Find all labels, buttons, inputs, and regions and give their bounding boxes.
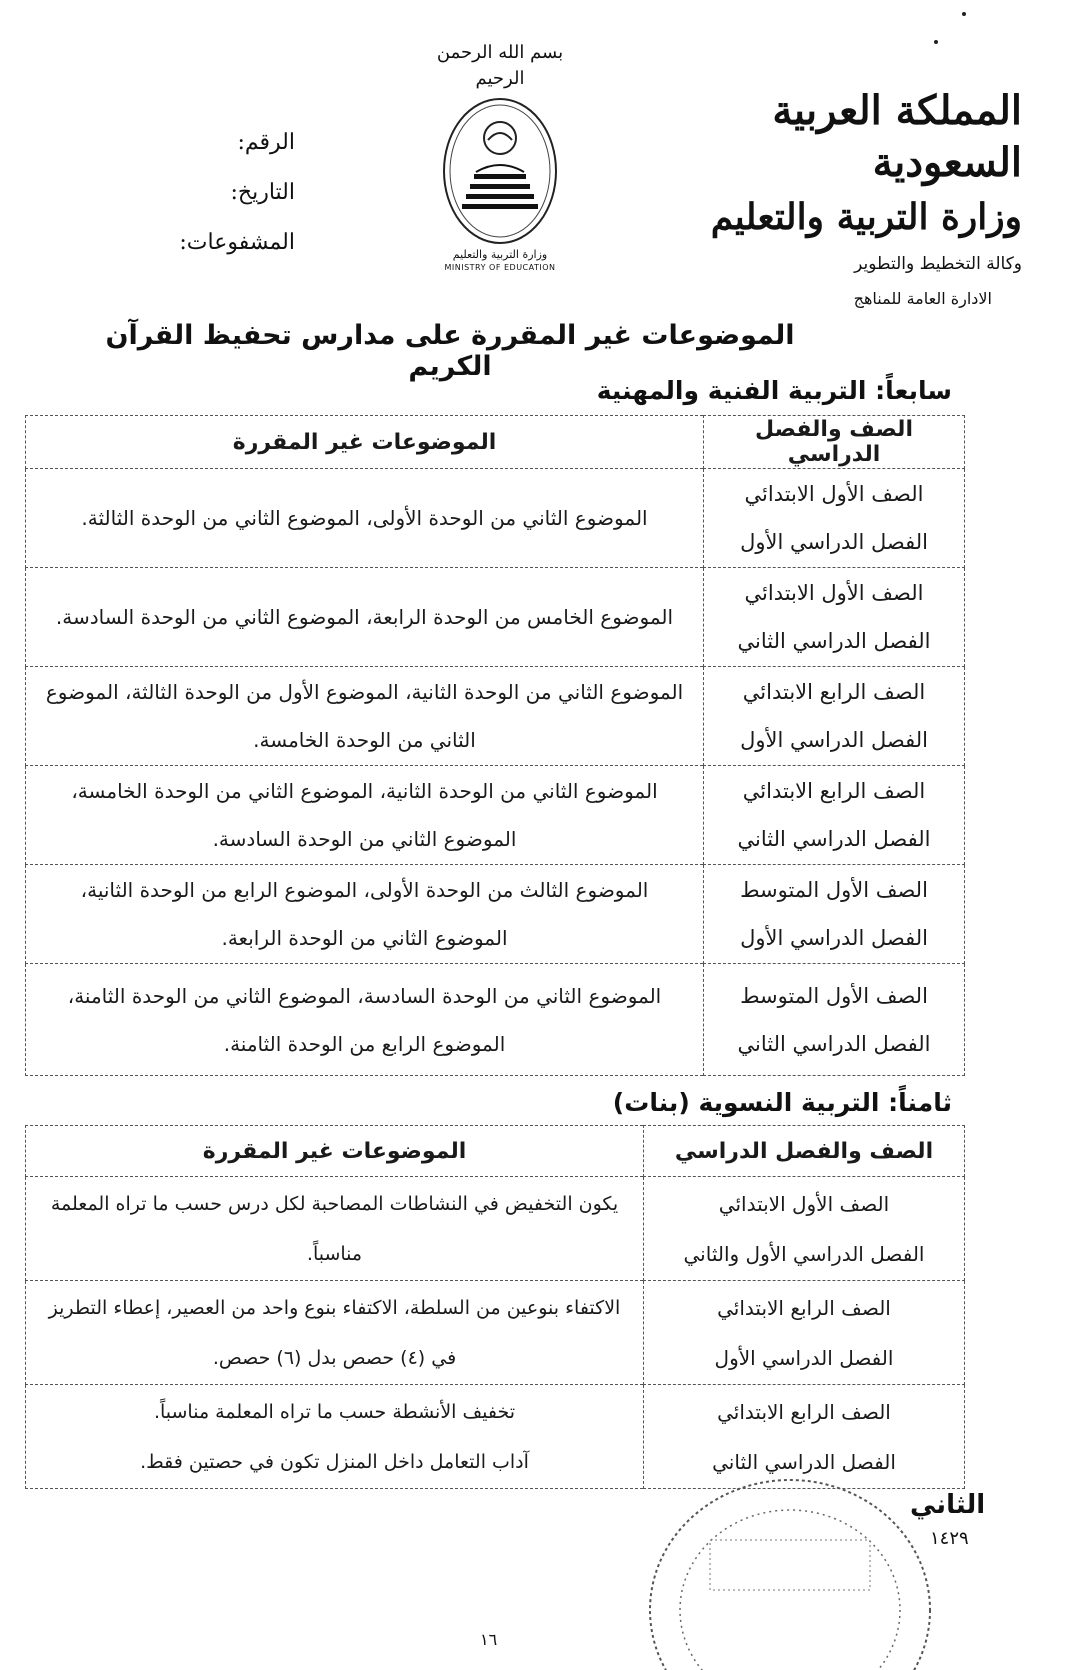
topics-cell bbox=[26, 1385, 644, 1489]
grade-name: الصف الرابع الابتدائي bbox=[717, 1399, 891, 1424]
term-name: الفصل الدراسي الثاني bbox=[712, 1449, 896, 1474]
grade-name: الصف الرابع الابتدائي bbox=[742, 779, 926, 803]
document-title: الموضوعات غير المقررة على مدارس تحفيظ القرآن الكريم bbox=[105, 320, 795, 382]
grade-cell bbox=[644, 1177, 965, 1281]
section-seven-heading: سابعاً: التربية الفنية والمهنية bbox=[596, 376, 952, 405]
table-row bbox=[26, 469, 965, 568]
art-education-table bbox=[25, 415, 965, 1076]
basmala: بسم الله الرحمن الرحيم bbox=[436, 42, 564, 89]
ministry-name: وزارة التربية والتعليم bbox=[710, 196, 1022, 238]
number-label: الرقم: bbox=[237, 130, 295, 155]
ministry-emblem bbox=[420, 40, 580, 272]
table-row bbox=[26, 667, 965, 766]
term-name: الفصل الدراسي الثاني bbox=[737, 827, 931, 851]
grade-name: الصف الأول الابتدائي bbox=[718, 1191, 890, 1216]
grade-cell bbox=[644, 1281, 965, 1385]
grade-name: الصف الرابع الابتدائي bbox=[742, 680, 926, 704]
grade-cell bbox=[704, 865, 965, 964]
grade-name: الصف الأول الابتدائي bbox=[744, 581, 924, 605]
margin-annotation: الثاني bbox=[910, 1490, 986, 1520]
letterhead-right bbox=[692, 85, 1022, 311]
margin-annotation-number: ١٤٢٩ bbox=[930, 1528, 969, 1549]
table-row bbox=[26, 1177, 965, 1281]
home-economics-table bbox=[25, 1125, 965, 1489]
topics-line: تخفيف الأنشطة حسب ما تراه المعلمة مناسباً. bbox=[153, 1400, 516, 1423]
column-header-topics: الموضوعات غير المقررة bbox=[26, 416, 704, 469]
topics-cell: يكون التخفيض في النشاطات المصاحبة لكل درس حسب ما تراه المعلمة مناسباً. bbox=[26, 1177, 644, 1281]
kingdom-name: المملكة العربية السعودية bbox=[772, 87, 1022, 186]
column-header-grade: الصف والفصل الدراسي bbox=[704, 416, 965, 469]
grade-cell bbox=[704, 469, 965, 568]
grade-cell bbox=[704, 964, 965, 1076]
grade-name: الصف الرابع الابتدائي bbox=[717, 1295, 891, 1320]
agency-name: وكالة التخطيط والتطوير bbox=[854, 254, 1022, 274]
table-row bbox=[26, 865, 965, 964]
table-header-row bbox=[26, 1126, 965, 1177]
term-name: الفصل الدراسي الأول bbox=[714, 1345, 894, 1370]
grade-name: الصف الأول المتوسط bbox=[740, 983, 928, 1008]
grade-cell bbox=[704, 568, 965, 667]
topics-cell: الموضوع الخامس من الوحدة الرابعة، الموضوع الثاني من الوحدة السادسة. bbox=[26, 568, 704, 667]
term-name: الفصل الدراسي الأول والثاني bbox=[683, 1241, 925, 1266]
table-header-row bbox=[26, 416, 965, 469]
topics-cell: الموضوع الثاني من الوحدة الثانية، الموضوع الأول من الوحدة الثالثة، الموضوع الثاني من الوحدة الخامسة. bbox=[26, 667, 704, 766]
topics-cell: الموضوع الثاني من الوحدة السادسة، الموضوع الثاني من الوحدة الثامنة، الموضوع الرابع من الوحدة الثامنة. bbox=[26, 964, 704, 1076]
term-name: الفصل الدراسي الثاني bbox=[737, 629, 931, 653]
date-label: التاريخ: bbox=[230, 180, 295, 205]
grade-name: الصف الأول المتوسط bbox=[740, 878, 928, 902]
table-row bbox=[26, 1281, 965, 1385]
topics-cell: الموضوع الثاني من الوحدة الثانية، الموضوع الثاني من الوحدة الخامسة، الموضوع الثاني من الوحدة السادسة. bbox=[26, 766, 704, 865]
topics-cell: الموضوع الثاني من الوحدة الأولى، الموضوع الثاني من الوحدة الثالثة. bbox=[26, 469, 704, 568]
letterhead-left bbox=[155, 118, 295, 268]
scan-dot bbox=[934, 40, 938, 44]
topics-line: آداب التعامل داخل المنزل تكون في حصتين فقط. bbox=[140, 1450, 529, 1473]
term-name: الفصل الدراسي الأول bbox=[740, 530, 928, 554]
scan-dot bbox=[962, 12, 966, 16]
table-row bbox=[26, 964, 965, 1076]
attachments-label: المشفوعات: bbox=[179, 230, 295, 255]
table-row bbox=[26, 766, 965, 865]
grade-name: الصف الأول الابتدائي bbox=[744, 482, 924, 506]
department-name: الادارة العامة للمناهج bbox=[853, 289, 992, 308]
term-name: الفصل الدراسي الأول bbox=[740, 728, 928, 752]
grade-cell bbox=[704, 667, 965, 766]
grade-cell bbox=[704, 766, 965, 865]
section-eight-heading: ثامناً: التربية النسوية (بنات) bbox=[612, 1088, 952, 1117]
column-header-topics: الموضوعات غير المقررة bbox=[26, 1126, 644, 1177]
emblem-caption-arabic: وزارة التربية والتعليم bbox=[452, 248, 548, 261]
table-row bbox=[26, 568, 965, 667]
term-name: الفصل الدراسي الثاني bbox=[737, 1031, 931, 1056]
topics-cell: الاكتفاء بنوعين من السلطة، الاكتفاء بنوع واحد من العصير، إعطاء التطريز في (٤) حصص بدل (٦) حصص. bbox=[26, 1281, 644, 1385]
column-header-grade: الصف والفصل الدراسي bbox=[644, 1126, 965, 1177]
topics-cell: الموضوع الثالث من الوحدة الأولى، الموضوع الرابع من الوحدة الثانية، الموضوع الثاني من الوحدة الرابعة. bbox=[26, 865, 704, 964]
page-number: ١٦ bbox=[480, 1630, 498, 1649]
official-stamp-icon bbox=[640, 1460, 940, 1670]
emblem-caption-english: MINISTRY OF EDUCATION bbox=[444, 263, 556, 272]
emblem-logo-icon bbox=[440, 96, 560, 246]
term-name: الفصل الدراسي الأول bbox=[740, 926, 928, 950]
